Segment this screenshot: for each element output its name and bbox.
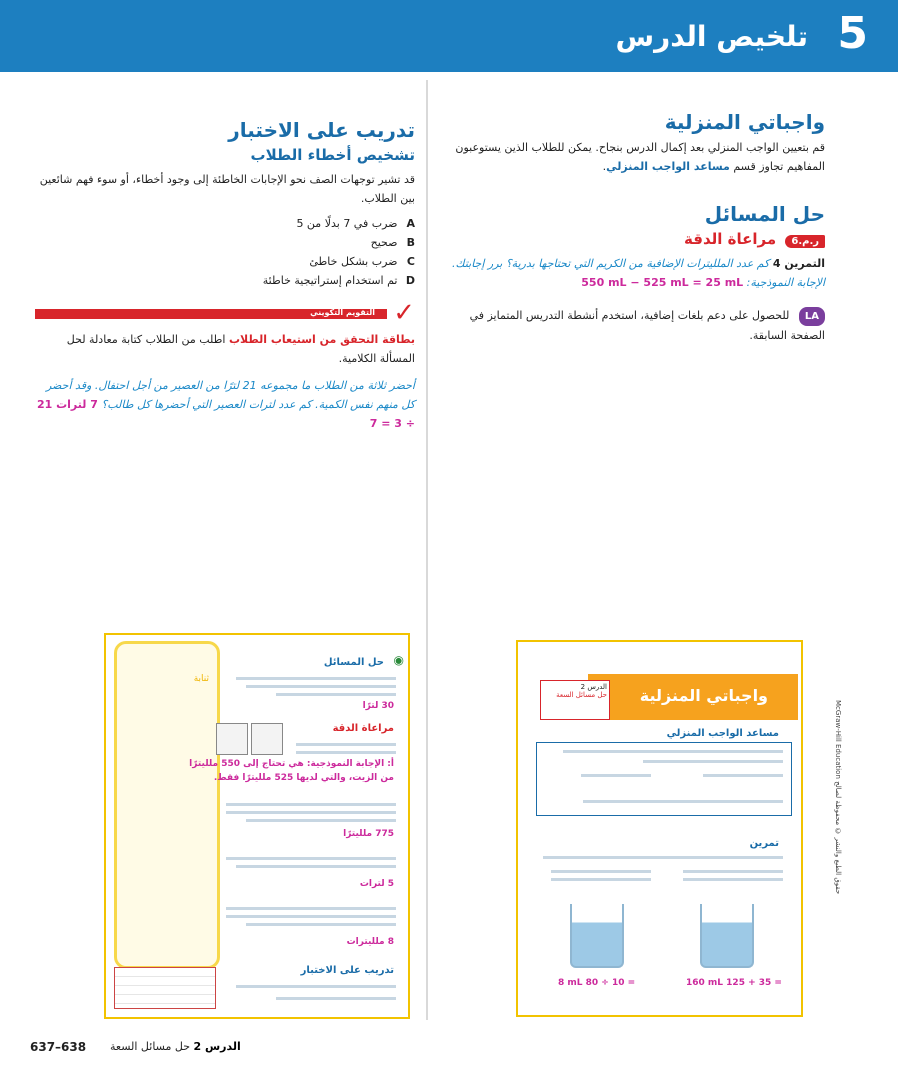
check-card-title: بطاقة التحقق من استيعاب الطلاب xyxy=(228,333,415,346)
option-c: C ضرب بشكل خاطئ xyxy=(309,255,415,268)
la-badge: LA xyxy=(799,307,825,326)
la-support: LA للحصول على دعم بلغات إضافية، استخدم أنشطة التدريس المتمايز في الصفحة السابقة. xyxy=(469,309,825,342)
lesson-banner xyxy=(0,0,898,72)
word-problem: أحضر ثلاثة من الطلاب ما مجموعه 21 لترًا من العصير من أجل احتفال. وقد أحضر كل منهم نفس الكمية. كم عدد لترات العصير التي أحضرها كل طالب؟ 7 لترات 21 ÷ 3 = 7 xyxy=(36,379,415,430)
page-numbers: 637–638 xyxy=(30,1040,87,1054)
option-d: D تم استخدام إستراتيجية خاطئة xyxy=(262,274,415,287)
cream-carton-1 xyxy=(216,723,248,755)
check-card: بطاقة التحقق من استيعاب الطلاب اطلب من الطلاب كتابة معادلة لحل المسألة الكلامية. xyxy=(66,333,415,365)
checkmark-icon: ✓ xyxy=(393,298,415,328)
thumb-precision: مراعاة الدقة xyxy=(332,723,394,734)
lesson-box: الدرس 2 حل مسائل السعة xyxy=(540,680,610,720)
problem-solving-title: حل المسائل xyxy=(704,202,825,226)
option-b: B صحيح xyxy=(370,236,415,249)
answer-options xyxy=(35,214,415,290)
beaker-left xyxy=(570,904,624,968)
thumb-test-title: تدريب على الاختبار xyxy=(300,965,394,976)
cream-carton-2 xyxy=(251,723,283,755)
thumb-table xyxy=(114,967,216,1009)
thumb-practice-title: تمرين xyxy=(749,838,779,849)
exercise-4: التمرين 4 كم عدد الملليترات الإضافية من الكريم التي تحتاجها بدرية؟ برر إجابتك. xyxy=(452,257,825,270)
lesson-step-number: 5 xyxy=(837,8,868,59)
footer-lesson: الدرس 2 حل مسائل السعة xyxy=(110,1040,241,1053)
sticker-note: ثنابة xyxy=(114,641,220,969)
diagnose-intro: قد تشير توجهات الصف نحو الإجابات الخاطئة إلى وجود أخطاء، أو سوء فهم شائعين بين الطلاب. xyxy=(39,173,415,205)
practice-tag: ر.م.6 xyxy=(785,235,825,248)
homework-helper-link[interactable]: مساعد الواجب المنزلي xyxy=(606,160,730,173)
globe-icon: ◉ xyxy=(393,653,404,667)
test-practice-title: تدريب على الاختبار xyxy=(228,118,415,142)
page-title: تلخيص الدرس xyxy=(615,20,808,53)
column-divider xyxy=(426,80,428,1020)
precision-heading xyxy=(440,230,825,248)
formative-label: التقويم التكويني xyxy=(310,308,375,317)
homework-title: واجباتي المنزلية xyxy=(664,110,825,134)
right-column xyxy=(440,110,825,345)
copyright-credit: McGraw-Hill Education حقوق الطبع والنشر © محفوظة لصالح xyxy=(834,700,842,895)
beaker-right xyxy=(700,904,754,968)
thumb-helper-title: مساعد الواجب المنزلي xyxy=(666,728,779,739)
left-column xyxy=(35,118,415,433)
homework-text: قم بتعيين الواجب المنزلي بعد إكمال الدرس بنجاح. يمكن للطلاب الذين يستوعبون المفاهيم تجاوز قسم مساعد الواجب المنزلي. xyxy=(455,141,825,173)
student-page-thumbnail-left: ثنابة حل المسائل ◉ 30 لترًا مراعاة الدقة أ: الإجابة النموذجية: هي تحتاج إلى 550 ملليترًا من الزيت، والتي لديها 525 ملليترًا فقط. 775 ملليترًا 5 لترات 8 ملليترات تدريب على الاختبار xyxy=(104,633,410,1019)
thumb-ps-title: حل المسائل xyxy=(323,657,384,668)
precision-subtitle: مراعاة الدقة xyxy=(684,230,777,248)
option-a: A ضرب في 7 بدلًا من 5 xyxy=(296,217,415,230)
homework-arrow-banner: واجباتي المنزلية xyxy=(588,674,798,720)
formative-assessment-bar xyxy=(35,298,415,328)
diagnose-title: تشخيص أخطاء الطلاب xyxy=(250,146,415,164)
student-page-thumbnail-right: واجباتي المنزلية الدرس 2 حل مسائل السعة مساعد الواجب المنزلي تمرين 8 mL 80 ÷ 10 = 160 mL 125 + 35 = xyxy=(516,640,803,1017)
model-answer: الإجابة النموذجية: 550 mL − 525 mL = 25 mL xyxy=(581,276,825,289)
helper-box xyxy=(536,742,792,816)
